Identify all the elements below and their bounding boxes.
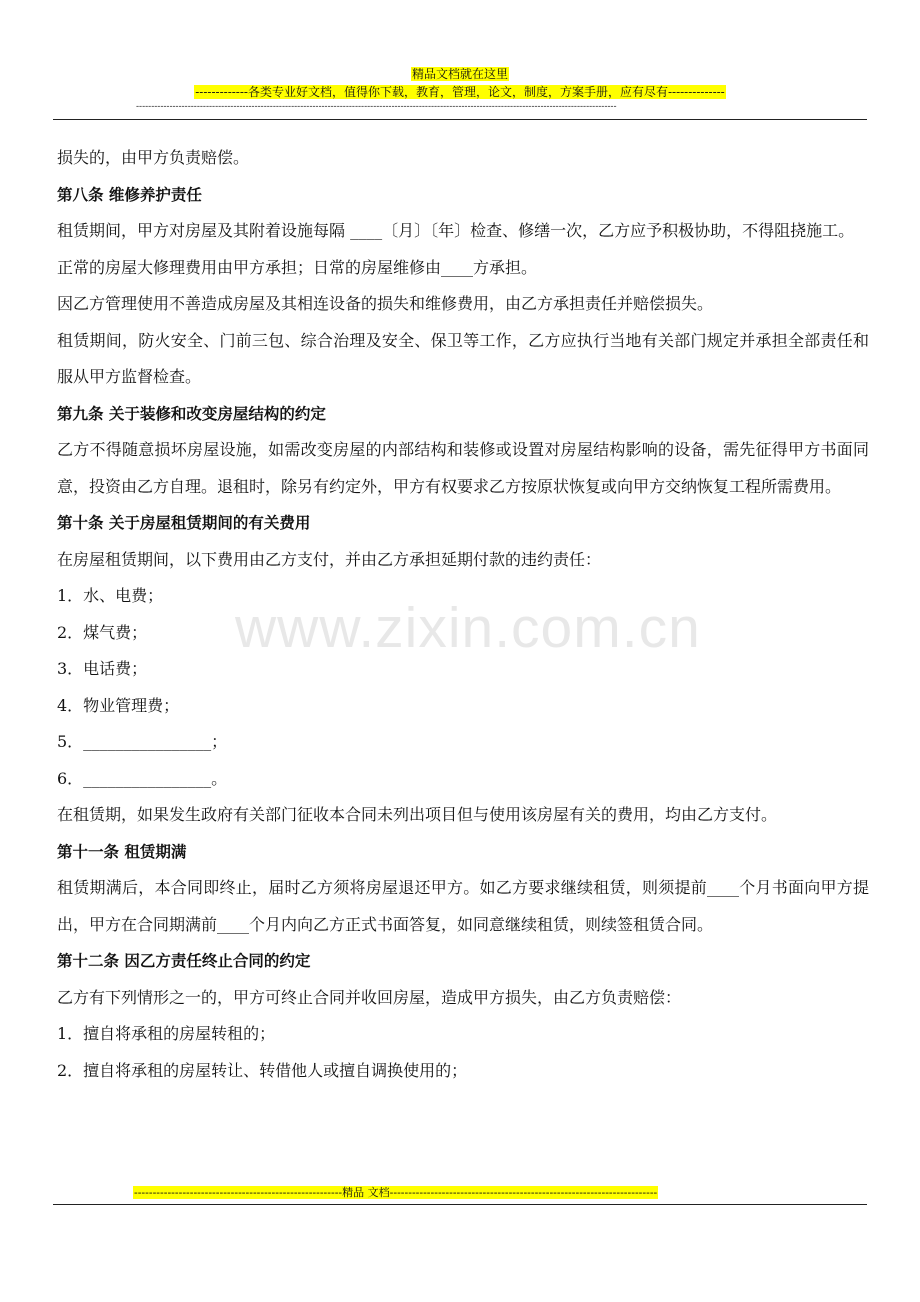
header-tagline-text: -------------各类专业好文档，值得你下载，教育，管理，论文，制度，方案手册，应有尽有-------------- <box>195 85 725 99</box>
section-10-item-5: 5．________________； <box>57 732 228 751</box>
section-10-paragraph-2: 在租赁期，如果发生政府有关部门征收本合同未列出项目但与使用该房屋有关的费用，均由乙方支付。 <box>57 805 778 824</box>
section-10-item-6: 6．________________。 <box>57 768 228 788</box>
section-10-item-4: 4．物业管理费； <box>57 695 180 715</box>
header-title-text: 精品文档就在这里 <box>411 67 508 81</box>
section-8-paragraph-3: 因乙方管理使用不善造成房屋及其相连设备的损失和维修费用，由乙方承担责任并赔偿损失。 <box>57 294 714 313</box>
section-10-item-2: 2．煤气费； <box>57 622 148 642</box>
section-12-item-1: 1．擅自将承租的房屋转租的； <box>57 1024 276 1043</box>
footer-text: --------------------------------------------------------精品 文档------------------------------------------------------------------------ <box>134 1186 658 1199</box>
footer-rule <box>53 1204 867 1205</box>
section-8-paragraph-4: 租赁期间，防火安全、门前三包、综合治理及安全、保卫等工作，乙方应执行当地有关部门规定并承担全部责任和服从甲方监督检查。 <box>57 330 869 386</box>
section-10-paragraph-1: 在房屋租赁期间，以下费用由乙方支付，并由乙方承担延期付款的违约责任： <box>57 549 602 569</box>
section-12-title: 第十二条 因乙方责任终止合同的约定 <box>57 952 311 970</box>
watermark: www.zixin.com.cn <box>235 596 701 660</box>
header-dashes: -------------------------------------------------------------------------------------------------------------------------------------------------------------- <box>136 102 617 112</box>
section-9-title: 第九条 关于装修和改变房屋结构的约定 <box>57 404 326 423</box>
section-11-title: 第十一条 租赁期满 <box>57 842 187 861</box>
header-title <box>0 66 920 82</box>
section-10-item-3: 3．电话费； <box>57 659 148 678</box>
footer <box>133 1186 787 1200</box>
section-8-title: 第八条 维修养护责任 <box>57 185 202 204</box>
section-8-paragraph-2: 正常的房屋大修理费用由甲方承担；日常的房屋维修由____方承担。 <box>57 257 538 277</box>
section-8-paragraph-1: 租赁期间，甲方对房屋及其附着设施每隔 ____〔月〕〔年〕检查、修缮一次，乙方应予积极协助，不得阻挠施工。 <box>57 221 855 240</box>
section-11-paragraph-1: 租赁期满后，本合同即终止，届时乙方须将房屋退还甲方。如乙方要求继续租赁，则须提前____个月书面向甲方提出，甲方在合同期满前____个月内向乙方正式书面答复，如同意继续租赁，则续签租赁合同。 <box>57 878 869 934</box>
section-10-item-1: 1．水、电费； <box>57 586 164 605</box>
header-rule <box>53 119 867 120</box>
section-12-item-2: 2．擅自将承租的房屋转让、转借他人或擅自调换使用的； <box>57 1060 468 1080</box>
section-10-title: 第十条 关于房屋租赁期间的有关费用 <box>57 514 311 532</box>
section-9-paragraph-1: 乙方不得随意损坏房屋设施，如需改变房屋的内部结构和装修或设置对房屋结构影响的设备，需先征得甲方书面同意，投资由乙方自理。退租时，除另有约定外，甲方有权要求乙方按原状恢复或向甲方交纳恢复工程所需费用。 <box>57 440 869 496</box>
paragraph-continuation: 损失的，由甲方负责赔偿。 <box>57 148 250 167</box>
document-body <box>57 140 869 1089</box>
section-12-paragraph-1: 乙方有下列情形之一的，甲方可终止合同并收回房屋，造成甲方损失，由乙方负责赔偿： <box>57 987 682 1007</box>
header-tagline <box>0 84 920 100</box>
